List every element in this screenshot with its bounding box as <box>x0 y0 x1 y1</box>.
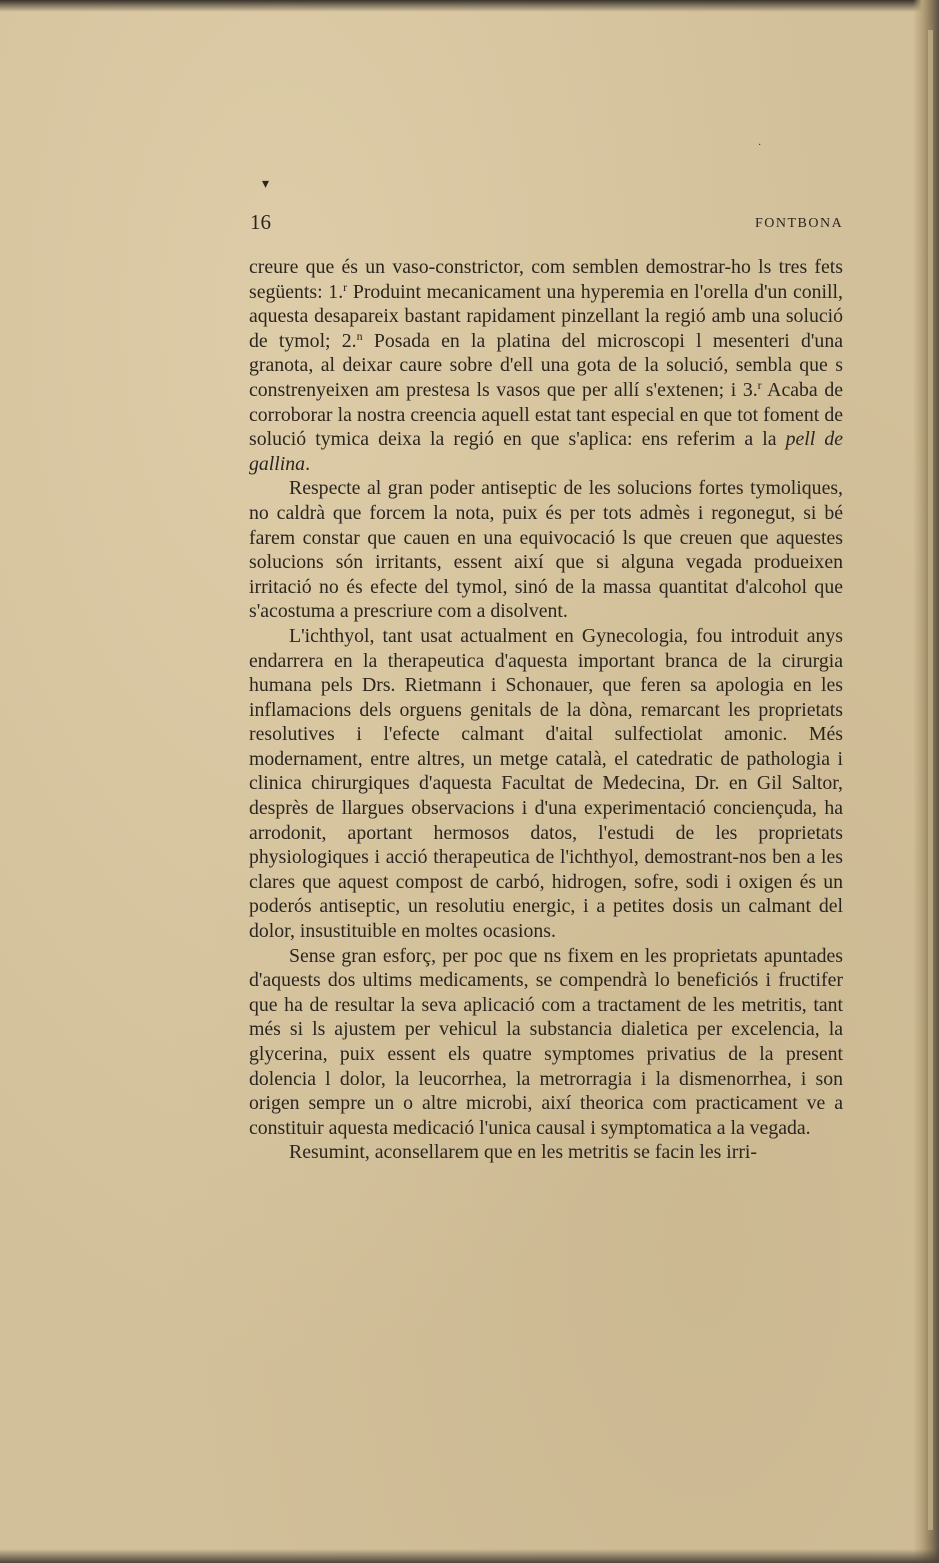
italic-phrase: pell de gallina <box>249 428 843 475</box>
ink-speck: · <box>758 140 762 151</box>
running-header <box>250 208 842 238</box>
paragraph: L'ichthyol, tant usat actualment en Gynecologia, fou introduit anys endarrera en la therapeutica d'aquesta important branca de la cirurgia humana pels Drs. Rietmann i Schonauer, que feren sa apologia en les inflamacions dels orguens genitals de la dòna, remarcant les proprietats resolutives i l'efecte calmant d'aital sulfectiolat amonic. Més modernament, entre altres, un metge català, el catedratic de pathologia i clinica chirurgiques d'aquesta Facultat de Medecina, Dr. en Gil Saltor, desprès de llargues observacions i d'una experimentació conciençuda, ha arrodonit, aportant hermosos datos, l'estudi de les proprietats physiologiques i acció therapeutica de l'ichthyol, demostrant-nos ben a les clares que aquest compost de carbó, hidrogen, sofre, sodi i oxigen és un poderós antiseptic, un resolutiu energic, i a petites dosis un calmant del dolor, insustituible en moltes ocasions. <box>249 624 843 943</box>
scan-top-shadow <box>0 0 939 12</box>
scan-bottom-shadow <box>0 1549 939 1563</box>
ink-speck: ▾ <box>262 177 270 192</box>
paragraph: creure que és un vaso-constrictor, com semblen demostrar-ho ls tres fets següents: 1.$^r$ Produint mecanicament una hyperemia en l'orella d'un conill, aquesta desapareix bastant rapidament pinzellant la regió amb una solució de tymol; 2.$^n$ Posada en la platina del microscopi l mesenteri d'una granota, al deixar caure sobre d'ell una gota de la solució, sembla que s constrenyeixen am prestesa ls vasos que per allí s'extenen; i 3.$^r$ Acaba de corroborar la nostra creencia aquell estat tant especial en que tot foment de solució tymica deixa la regió en que s'aplica: ens referim a la pell de gallina. <box>249 256 843 475</box>
paragraph: Resumint, aconsellarem que en les metritis se facin les irri- <box>289 1141 758 1164</box>
page-edge-strip <box>928 30 933 1530</box>
body-text <box>249 255 843 1165</box>
page-right-edge <box>913 0 939 1563</box>
paragraph: Sense gran esforç, per poc que ns fixem en les proprietats apuntades d'aquests dos ultims medicaments, se compendrà lo beneficiós i fructifer que ha de resultar la seva aplicació com a tractament de les metritis, tant més si ls ajustem per vehicul la substancia dialetica per excelencia, la glycerina, puix essent els quatre symptomes privatius de la present dolencia l dolor, la leucorrhea, la metrorragia i la dismenorrhea, i son origen sempre un o altre microbi, així theorica com practicament ve a constituir aquesta medicació l'unica causal i symptomatica a la vegada. <box>249 944 843 1139</box>
running-title: FONTBONA <box>755 216 844 231</box>
paragraph: Respecte al gran poder antiseptic de les solucions fortes tymoliques, no caldrà que forcem la nota, puix és per tots admès i regonegut, si bé farem constar que cauen en una equivocació ls que creuen que aquestes solucions són irritants, essent així que si alguna vegada produeixen irritació no és efecte del tymol, sinó de la massa quantitat d'alcohol que s'acostuma a prescriure com a disolvent. <box>249 477 843 623</box>
page-number: 16 <box>250 210 271 234</box>
